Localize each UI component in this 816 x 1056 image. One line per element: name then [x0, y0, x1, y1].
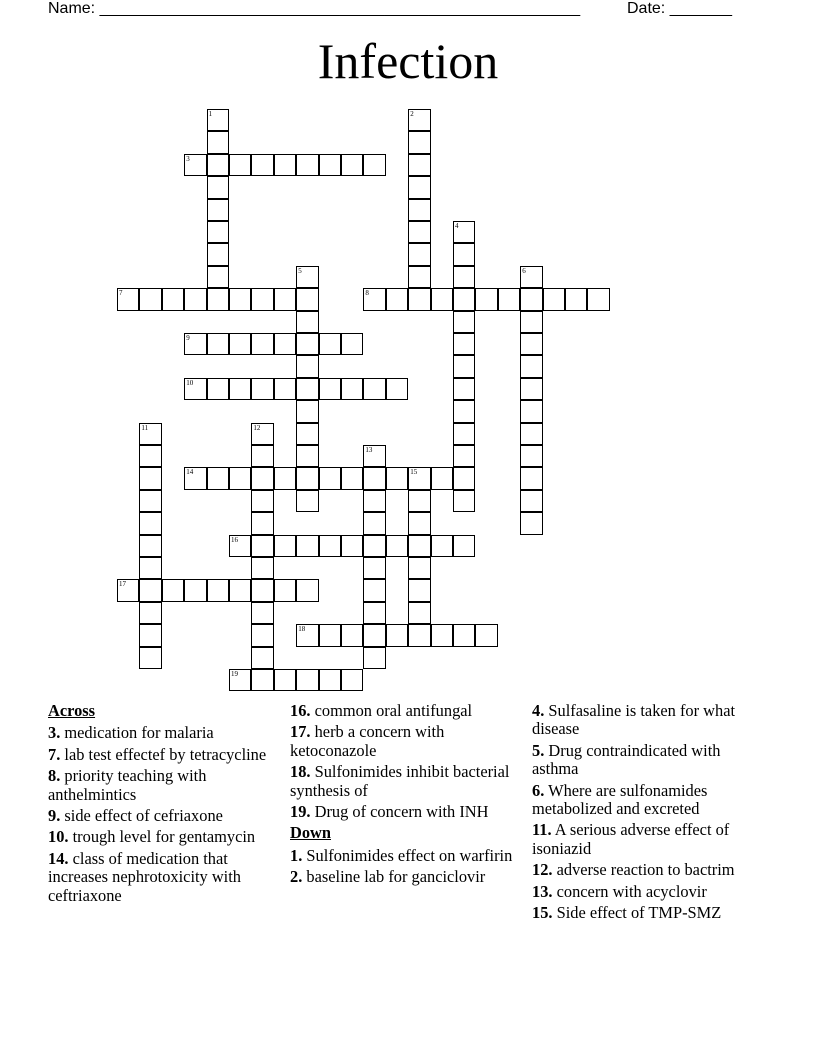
- clue-across-3: 3. medication for malaria: [48, 723, 214, 743]
- grid-cell[interactable]: [587, 288, 609, 310]
- grid-cell[interactable]: [520, 423, 542, 445]
- grid-cell-9[interactable]: [184, 333, 206, 355]
- clue-number-label: 10: [186, 378, 194, 387]
- grid-cell[interactable]: [319, 154, 341, 176]
- clue-across-14: 14. class of medication that increases nephrotoxicity with ceftriaxone: [48, 848, 241, 905]
- grid-cell[interactable]: [139, 288, 161, 310]
- grid-cell[interactable]: [139, 602, 161, 624]
- grid-cell[interactable]: [408, 579, 430, 601]
- grid-cell[interactable]: [251, 669, 273, 691]
- grid-cell[interactable]: [296, 490, 318, 512]
- grid-cell[interactable]: [363, 467, 385, 489]
- clue-across-18: 18. Sulfonimides inhibit bacterial synthesis of: [290, 762, 510, 800]
- grid-cell-13[interactable]: [363, 445, 385, 467]
- clue-number-label: 9: [186, 334, 190, 342]
- grid-cell[interactable]: [296, 669, 318, 691]
- grid-cell[interactable]: [453, 624, 475, 646]
- grid-cell[interactable]: [408, 221, 430, 243]
- grid-cell[interactable]: [363, 624, 385, 646]
- grid-cell[interactable]: [139, 512, 161, 534]
- clue-number-label: 11: [141, 423, 149, 432]
- grid-cell[interactable]: [453, 378, 475, 400]
- grid-cell[interactable]: [363, 378, 385, 400]
- grid-cell[interactable]: [296, 378, 318, 400]
- grid-cell[interactable]: [274, 154, 296, 176]
- clue-number-label: 12: [253, 423, 261, 432]
- grid-cell[interactable]: [408, 176, 430, 198]
- grid-cell[interactable]: [296, 400, 318, 422]
- grid-cell[interactable]: [274, 288, 296, 310]
- grid-cell[interactable]: [274, 579, 296, 601]
- grid-cell[interactable]: [520, 512, 542, 534]
- grid-cell[interactable]: [408, 131, 430, 153]
- clue-across-8: 8. priority teaching with anthelmintics: [48, 766, 207, 804]
- grid-cell[interactable]: [139, 579, 161, 601]
- grid-cell[interactable]: [251, 445, 273, 467]
- clues-column-1: [48, 702, 283, 908]
- name-field-label: Name: ______________________________________________________: [48, 0, 581, 17]
- down-heading: Down: [290, 823, 331, 843]
- grid-cell[interactable]: [207, 266, 229, 288]
- grid-cell-1[interactable]: [207, 109, 229, 131]
- grid-cell[interactable]: [363, 602, 385, 624]
- grid-cell[interactable]: [386, 467, 408, 489]
- grid-cell-8[interactable]: [363, 288, 385, 310]
- grid-cell[interactable]: [296, 445, 318, 467]
- grid-cell[interactable]: [162, 579, 184, 601]
- grid-cell[interactable]: [139, 557, 161, 579]
- grid-cell[interactable]: [296, 311, 318, 333]
- grid-cell[interactable]: [274, 669, 296, 691]
- grid-cell[interactable]: [207, 131, 229, 153]
- grid-cell[interactable]: [296, 579, 318, 601]
- grid-cell[interactable]: [475, 624, 497, 646]
- grid-cell[interactable]: [408, 154, 430, 176]
- grid-cell[interactable]: [207, 467, 229, 489]
- grid-cell[interactable]: [296, 467, 318, 489]
- grid-cell[interactable]: [251, 557, 273, 579]
- grid-cell-16[interactable]: [229, 535, 251, 557]
- grid-cell[interactable]: [139, 445, 161, 467]
- grid-cell[interactable]: [363, 647, 385, 669]
- grid-cell[interactable]: [229, 333, 251, 355]
- grid-cell-18[interactable]: [296, 624, 318, 646]
- grid-cell[interactable]: [453, 333, 475, 355]
- grid-cell[interactable]: [363, 579, 385, 601]
- clue-down-4: 4. Sulfasaline is taken for what disease: [532, 701, 736, 739]
- grid-cell[interactable]: [296, 423, 318, 445]
- grid-cell[interactable]: [453, 535, 475, 557]
- clue-number-label: 13: [365, 446, 373, 454]
- grid-cell[interactable]: [520, 355, 542, 377]
- grid-cell[interactable]: [251, 579, 273, 601]
- grid-cell[interactable]: [431, 624, 453, 646]
- grid-cell[interactable]: [520, 490, 542, 512]
- grid-cell[interactable]: [184, 579, 206, 601]
- grid-cell[interactable]: [453, 266, 475, 288]
- grid-cell[interactable]: [341, 333, 363, 355]
- grid-cell[interactable]: [207, 378, 229, 400]
- clue-number-label: 17: [119, 580, 126, 589]
- grid-cell[interactable]: [251, 378, 273, 400]
- clue-across-7: 7. lab test effectef by tetracycline: [48, 744, 267, 764]
- clue-down-1: 1. Sulfonimides effect on warfirin: [290, 845, 513, 865]
- grid-cell[interactable]: [363, 490, 385, 512]
- grid-cell[interactable]: [341, 467, 363, 489]
- grid-cell[interactable]: [229, 378, 251, 400]
- grid-cell[interactable]: [319, 378, 341, 400]
- grid-cell[interactable]: [453, 490, 475, 512]
- grid-cell[interactable]: [408, 288, 430, 310]
- grid-cell[interactable]: [251, 467, 273, 489]
- grid-cell[interactable]: [520, 445, 542, 467]
- grid-cell[interactable]: [319, 669, 341, 691]
- grid-cell[interactable]: [251, 512, 273, 534]
- grid-cell[interactable]: [251, 333, 273, 355]
- grid-cell[interactable]: [408, 512, 430, 534]
- grid-cell-12[interactable]: [251, 423, 273, 445]
- grid-cell[interactable]: [296, 535, 318, 557]
- grid-cell[interactable]: [386, 288, 408, 310]
- clue-number-label: 15: [410, 468, 418, 477]
- grid-cell[interactable]: [207, 288, 229, 310]
- grid-cell[interactable]: [565, 288, 587, 310]
- grid-cell-4[interactable]: [453, 221, 475, 243]
- grid-cell[interactable]: [520, 467, 542, 489]
- clue-down-12: 12. adverse reaction to bactrim: [532, 860, 735, 880]
- clue-number-label: 3: [186, 154, 190, 163]
- grid-cell[interactable]: [229, 467, 251, 489]
- clue-number-label: 18: [298, 625, 306, 634]
- grid-cell[interactable]: [296, 333, 318, 355]
- grid-cell[interactable]: [139, 490, 161, 512]
- grid-cell[interactable]: [319, 535, 341, 557]
- page-title: Infection: [317, 33, 499, 89]
- clue-number-label: 2: [410, 110, 414, 118]
- clue-number-label: 6: [522, 266, 526, 275]
- grid-cell[interactable]: [386, 624, 408, 646]
- grid-cell[interactable]: [363, 512, 385, 534]
- grid-cell[interactable]: [296, 355, 318, 377]
- grid-cell[interactable]: [341, 378, 363, 400]
- grid-cell[interactable]: [386, 535, 408, 557]
- grid-cell[interactable]: [453, 445, 475, 467]
- grid-cell[interactable]: [162, 288, 184, 310]
- grid-cell[interactable]: [341, 535, 363, 557]
- grid-cell[interactable]: [520, 311, 542, 333]
- grid-cell[interactable]: [453, 311, 475, 333]
- grid-cell[interactable]: [251, 154, 273, 176]
- clues-column-3: [532, 702, 757, 925]
- grid-cell[interactable]: [543, 288, 565, 310]
- grid-cell[interactable]: [520, 400, 542, 422]
- grid-cell[interactable]: [520, 333, 542, 355]
- grid-cell[interactable]: [207, 333, 229, 355]
- clue-across-17: 17. herb a concern with ketoconazole: [290, 722, 445, 760]
- grid-cell[interactable]: [274, 333, 296, 355]
- grid-cell[interactable]: [363, 535, 385, 557]
- grid-cell-19[interactable]: [229, 669, 251, 691]
- clue-across-10: 10. trough level for gentamycin: [48, 827, 256, 847]
- clue-down-6: 6. Where are sulfonamides metabolized and excreted: [532, 780, 708, 819]
- grid-cell[interactable]: [408, 535, 430, 557]
- clue-number-label: 14: [186, 468, 194, 477]
- grid-cell-15[interactable]: [408, 467, 430, 489]
- grid-cell[interactable]: [139, 647, 161, 669]
- grid-cell[interactable]: [251, 288, 273, 310]
- clue-number-label: 4: [455, 222, 459, 230]
- clue-number-label: 7: [119, 289, 123, 298]
- grid-cell[interactable]: [408, 266, 430, 288]
- grid-cell[interactable]: [229, 288, 251, 310]
- clues-column-2: [290, 702, 525, 890]
- grid-cell[interactable]: [408, 490, 430, 512]
- across-heading: Across: [48, 701, 96, 720]
- grid-cell-17[interactable]: [117, 579, 139, 601]
- grid-cell[interactable]: [207, 199, 229, 221]
- grid-cell-7[interactable]: [117, 288, 139, 310]
- grid-cell[interactable]: [408, 602, 430, 624]
- grid-cell[interactable]: [251, 602, 273, 624]
- grid-cell[interactable]: [453, 243, 475, 265]
- grid-cell[interactable]: [498, 288, 520, 310]
- grid-cell[interactable]: [453, 467, 475, 489]
- grid-cell-2[interactable]: [408, 109, 430, 131]
- grid-cell[interactable]: [453, 355, 475, 377]
- grid-cell[interactable]: [251, 535, 273, 557]
- grid-cell[interactable]: [229, 154, 251, 176]
- clue-across-16: 16. common oral antifungal: [290, 701, 473, 720]
- grid-cell[interactable]: [319, 624, 341, 646]
- grid-cell[interactable]: [139, 467, 161, 489]
- clue-across-19: 19. Drug of concern with INH: [290, 802, 489, 822]
- grid-cell-6[interactable]: [520, 266, 542, 288]
- grid-cell[interactable]: [251, 490, 273, 512]
- grid-cell[interactable]: [408, 243, 430, 265]
- grid-cell[interactable]: [363, 154, 385, 176]
- clue-across-9: 9. side effect of cefriaxone: [48, 806, 223, 826]
- grid-cell[interactable]: [453, 400, 475, 422]
- grid-cell-3[interactable]: [184, 154, 206, 176]
- grid-cell[interactable]: [431, 467, 453, 489]
- grid-cell[interactable]: [139, 535, 161, 557]
- grid-cell[interactable]: [207, 176, 229, 198]
- grid-cell[interactable]: [184, 288, 206, 310]
- grid-cell[interactable]: [296, 288, 318, 310]
- grid-cell[interactable]: [274, 535, 296, 557]
- grid-cell[interactable]: [363, 557, 385, 579]
- grid-cell[interactable]: [296, 154, 318, 176]
- grid-cell[interactable]: [520, 288, 542, 310]
- grid-cell[interactable]: [274, 378, 296, 400]
- clue-number-label: 1: [208, 110, 213, 118]
- grid-cell[interactable]: [520, 378, 542, 400]
- grid-cell[interactable]: [341, 624, 363, 646]
- clue-down-13: 13. concern with acyclovir: [532, 881, 707, 901]
- grid-cell[interactable]: [207, 154, 229, 176]
- grid-cell[interactable]: [229, 579, 251, 601]
- grid-cell[interactable]: [251, 624, 273, 646]
- clue-number-label: 8: [365, 289, 369, 298]
- date-field-label: Date: _______: [627, 0, 732, 17]
- grid-cell[interactable]: [207, 221, 229, 243]
- grid-cell[interactable]: [386, 378, 408, 400]
- clue-number-label: 19: [231, 670, 238, 678]
- grid-cell-14[interactable]: [184, 467, 206, 489]
- grid-cell[interactable]: [431, 535, 453, 557]
- grid-cell[interactable]: [341, 154, 363, 176]
- grid-cell[interactable]: [319, 467, 341, 489]
- clue-down-2: 2. baseline lab for ganciclovir: [290, 867, 486, 887]
- clue-number-label: 5: [298, 266, 302, 275]
- grid-cell[interactable]: [408, 557, 430, 579]
- grid-cell[interactable]: [139, 624, 161, 646]
- grid-cell[interactable]: [408, 199, 430, 221]
- grid-cell[interactable]: [207, 579, 229, 601]
- clue-down-5: 5. Drug contraindicated with asthma: [532, 740, 721, 779]
- grid-cell[interactable]: [207, 243, 229, 265]
- grid-cell[interactable]: [453, 288, 475, 310]
- grid-cell[interactable]: [251, 647, 273, 669]
- grid-cell[interactable]: [274, 467, 296, 489]
- grid-cell[interactable]: [453, 423, 475, 445]
- clue-down-15: 15. Side effect of TMP-SMZ: [532, 903, 722, 923]
- grid-cell-11[interactable]: [139, 423, 161, 445]
- clue-number-label: 16: [231, 535, 238, 544]
- grid-cell[interactable]: [341, 669, 363, 691]
- grid-cell[interactable]: [475, 288, 497, 310]
- clue-down-11: 11. A serious adverse effect of isoniazid: [532, 820, 730, 858]
- grid-cell[interactable]: [431, 288, 453, 310]
- grid-cell-5[interactable]: [296, 266, 318, 288]
- grid-cell[interactable]: [408, 624, 430, 646]
- grid-cell-10[interactable]: [184, 378, 206, 400]
- grid-cell[interactable]: [319, 333, 341, 355]
